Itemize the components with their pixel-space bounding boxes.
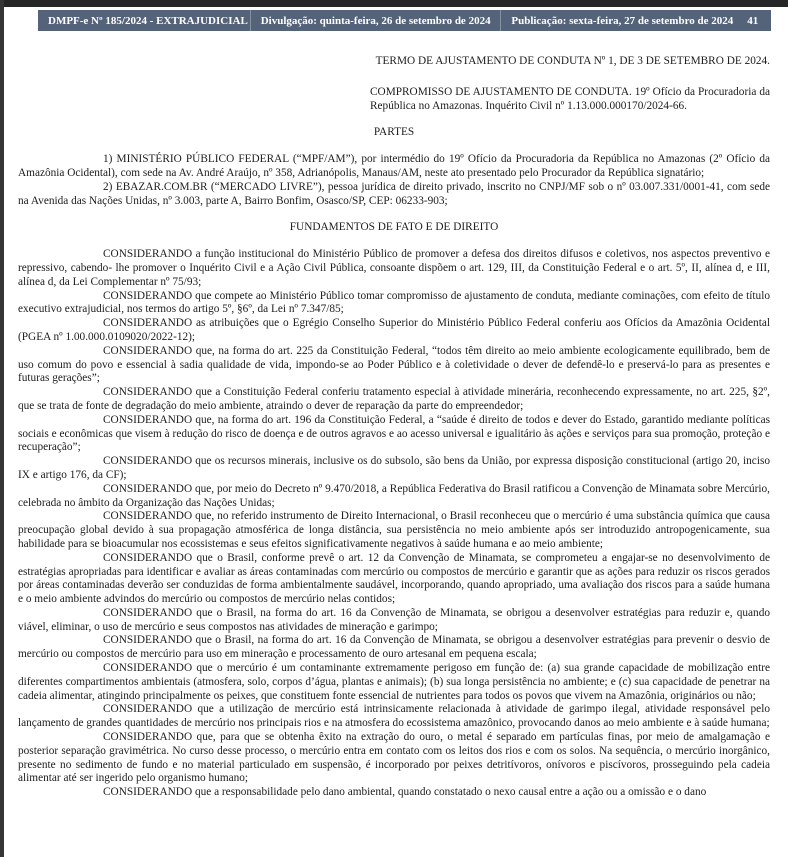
- gazette-header-bar: [38, 10, 771, 31]
- considerando-paragraph: CONSIDERANDO que, na forma do art. 196 da Constituição Federal, a “saúde é direito de todos e dever do Estado, garantido mediante políticas sociais e econômicas que visem à redução do risco de doença e de outros agravos e ao acesso universal e igualitário às ações e serviços para sua promoção, proteção e recuperação”;: [18, 413, 770, 454]
- considerando-paragraph: CONSIDERANDO que, para que se obtenha êxito na extração do ouro, o metal é separado em partículas finas, por meio de amalgamação e posterior separação gravimétrica. No curso desse processo, o mercúrio entra em contato com os leitos dos rios e com os solos. Na sequência, o mercúrio inorgânico, presente no sedimento de fundo e no material particulado em suspensão, é incorporado por peixes detritívoros, onívoros e piscívoros, prosseguindo pela cadeia alimentar até ser ingerido pelo organismo humano;: [18, 731, 770, 785]
- considerando-paragraph: CONSIDERANDO que os recursos minerais, inclusive os do subsolo, são bens da União, por expressa disposição constitucional (artigo 20, inciso IX e artigo 176, da CF);: [18, 455, 770, 481]
- fundamentos-heading: FUNDAMENTOS DE FATO E DE DIREITO: [289, 221, 499, 234]
- scan-left-edge: [0, 0, 4, 857]
- document-title: TERMO DE AJUSTAMENTO DE CONDUTA Nº 1, DE 3 DE SETEMBRO DE 2024.: [375, 55, 770, 67]
- considerando-paragraph: CONSIDERANDO que o mercúrio é um contaminante extremamente perigoso em função de: (a) sua grande capacidade de mobilização entre diferentes compartimentos ambientais (atmosfera, solo, corpos d’água, plantas e animais); (b) sua longa persistência no ambiente; e (c) sua capacidade de penetrar na cadeia alimentar, atingindo principalmente os peixes, que constituem fonte essencial de nutrientes para todos os povos que vivem na Amazônia, originários ou não;: [18, 662, 770, 702]
- considerando-paragraph: CONSIDERANDO que a responsabilidade pelo dano ambiental, quando constatado o nexo causal entre a ação ou a omissão e o dano: [103, 786, 707, 799]
- document-body: [18, 31, 770, 857]
- party-paragraph-ebazar: 2) EBAZAR.COM.BR (“MERCADO LIVRE”), pessoa jurídica de direito privado, inscrito no CNPJ/MF sob o nº 03.007.331/0001-41, com sede na Avenida das Nações Unidas, nº 3.003, parte A, Bairro Bonfim, Osasco/SP, CEP: 06233-903;: [18, 180, 770, 207]
- party-paragraph-mpf: 1) MINISTÉRIO PÚBLICO FEDERAL (“MPF/AM”), por intermédio do 19º Ofício da Procuradoria da República no Amazonas (2º Ofício da Amazônia Ocidental), com sede na Av. André Araújo, nº 358, Adrianópolis, Manaus/AM, neste ato presentado pelo Procurador da República signatário;: [18, 153, 770, 179]
- page-number: 41: [747, 14, 759, 27]
- considerando-paragraph: CONSIDERANDO que a utilização de mercúrio está intrinsicamente relacionada à atividade de garimpo ilegal, atividade responsável pelo lançamento de grandes quantidades de mercúrio nos principais rios e na atmosfera do ecossistema amazônico, provocando danos ao meio ambiente e à saúde humana;: [18, 703, 770, 730]
- considerando-paragraph: CONSIDERANDO a função institucional do Ministério Público de promover a defesa dos direitos difusos e coletivos, nos aspectos preventivo e repressivo, cabendo- lhe promover o Inquérito Civil e a Ação Civil Pública, consoante dispõem o art. 129, III, da Constituição Federal e o art. 5º, II, alínea d, e III, alínea d, da Lei Complementar nº 75/93;: [18, 248, 770, 288]
- considerando-paragraph: CONSIDERANDO que, no referido instrumento de Direito Internacional, o Brasil reconheceu que o mercúrio é uma substância química que causa preocupação global devido à sua propagação atmosférica de longa distância, sua persistência no meio ambiente após ser introduzido antropogenicamente, sua habilidade para se bioacumular nos ecossistemas e seus efeitos significativamente negativos à saúde humana e ao meio ambiente;: [18, 510, 770, 550]
- divulgacao-date-label: Divulgação: quinta-feira, 26 de setembro de 2024: [250, 10, 501, 31]
- considerando-paragraph: CONSIDERANDO que, na forma do art. 225 da Constituição Federal, “todos têm direito ao meio ambiente ecologicamente equilibrado, bem de uso comum do povo e essencial à sadia qualidade de vida, impondo-se ao Poder Público e à coletividade o dever de defendê-lo e preservá-lo para as presentes e futuras gerações”;: [18, 344, 770, 385]
- considerando-paragraph: CONSIDERANDO as atribuições que o Egrégio Conselho Superior do Ministério Público Federal conferiu aos Ofícios da Amazônia Ocidental (PGEA nº 1.00.000.0109020/2022-12);: [18, 317, 770, 343]
- considerando-paragraph: CONSIDERANDO que a Constituição Federal conferiu tratamento especial à atividade minerária, reconhecendo expressamente, no art. 225, §2º, que se trata de fonte de degradação do meio ambiente, atraindo o dever de reparação da parte do empreendedor;: [18, 386, 770, 412]
- edition-label: DMPF-e Nº 185/2024 - EXTRAJUDICIAL: [48, 14, 248, 27]
- partes-heading: PARTES: [373, 126, 415, 139]
- considerando-paragraph: CONSIDERANDO que compete ao Ministério Público tomar compromisso de ajustamento de conduta, mediante cominações, com efeito de título executivo extrajudicial, nos termos do artigo 5º, §6º, da Lei nº 7.347/85;: [18, 289, 770, 316]
- publicacao-date-label: Publicação: sexta-feira, 27 de setembro de 2024: [500, 10, 737, 31]
- scan-top-edge: [0, 0, 788, 7]
- considerando-paragraph: CONSIDERANDO que o Brasil, na forma do art. 16 da Convenção de Minamata, se obrigou a desenvolver estratégias para reduzir e, quando viável, eliminar, o uso de mercúrio e seus compostos nas atividades de mineração e garimpo;: [18, 606, 770, 633]
- considerando-paragraph: CONSIDERANDO que o Brasil, conforme prevê o art. 12 da Convenção de Minamata, se comprometeu a engajar-se no desenvolvimento de estratégias apropriadas para identificar e avaliar as áreas contaminadas com mercúrio ou compostos de mercúrio e garantir que as ações para reduzir os riscos gerados por áreas contaminadas deverão ser conduzidas de forma ambientalmente saudável, incorporando, quando apropriado, uma avaliação dos riscos para a saúde humana e o meio ambiente advindos do mercúrio ou compostos de mercúrio nelas contidos;: [18, 551, 770, 606]
- considerando-paragraph: CONSIDERANDO que, por meio do Decreto nº 9.470/2018, a República Federativa do Brasil ratificou a Convenção de Minamata sobre Mercúrio, celebrada no âmbito da Organização das Nações Unidas;: [18, 482, 770, 509]
- considerando-paragraph: CONSIDERANDO que o Brasil, na forma do art. 16 da Convenção de Minamata, se obrigou a desenvolver estratégias para prevenir o desvio de mercúrio ou compostos de mercúrio para uso em mineração e processamento de ouro artesanal em pequena escala;: [18, 634, 770, 661]
- epigraph: COMPROMISSO DE AJUSTAMENTO DE CONDUTA. 19º Ofício da Procuradoria da República no Amazonas. Inquérito Civil nº 1.13.000.000170/2024-66.: [370, 85, 770, 112]
